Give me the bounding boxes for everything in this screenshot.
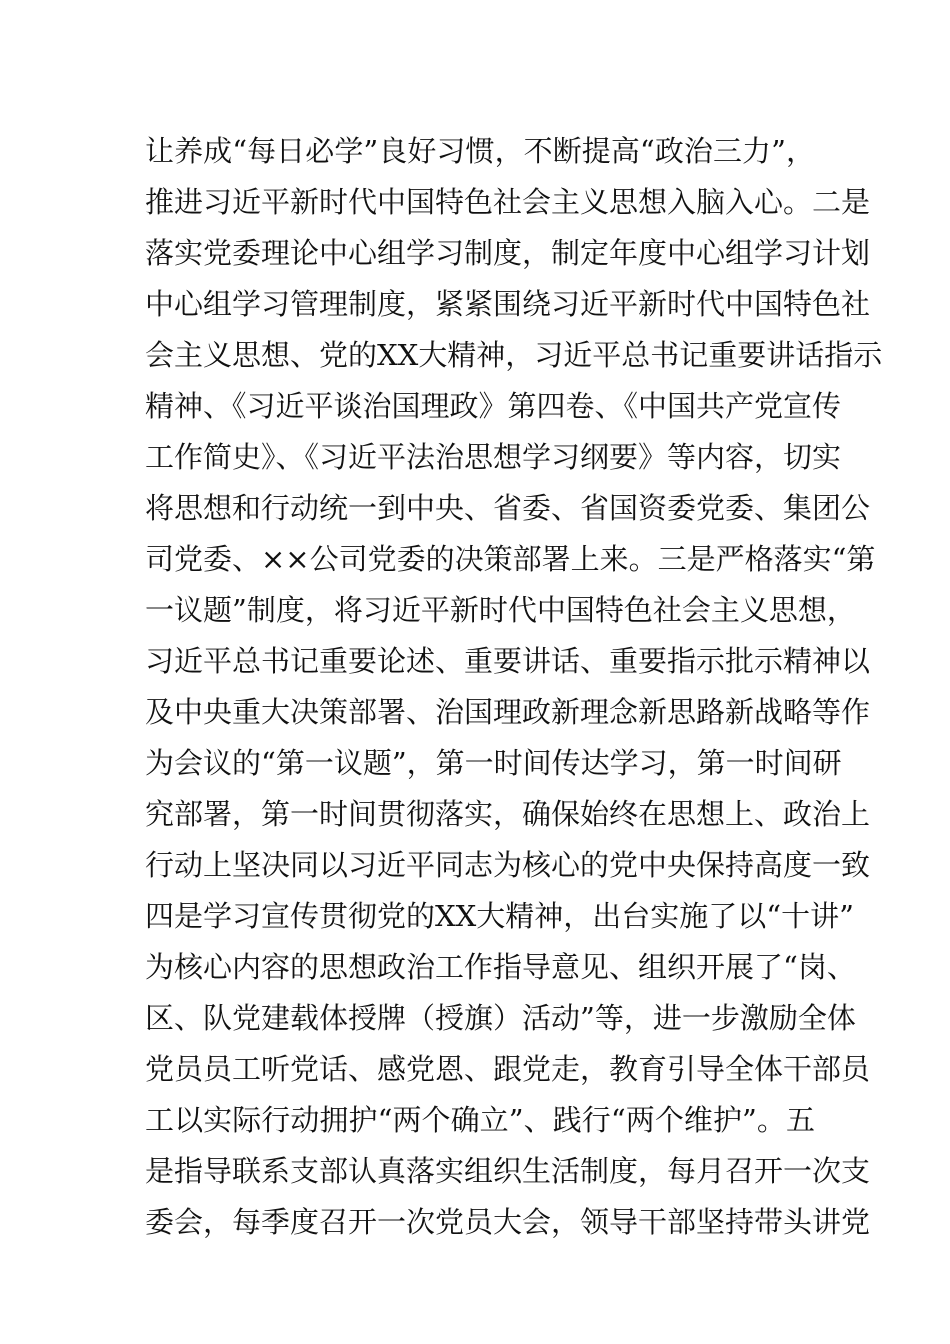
text-line: 司党委、××公司党委的决策部署上来。三是严格落实“第	[145, 542, 876, 576]
text-line: 区、队党建载体授牌（授旗）活动”等，进一步激励全体	[145, 1001, 856, 1035]
text-line: 精神、《习近平谈治国理政》第四卷、《中国共产党宣传	[145, 389, 842, 423]
text-line: 及中央重大决策部署、治国理政新理念新思路新战略等作	[145, 695, 871, 729]
text-line: 究部署，第一时间贯彻落实，确保始终在思想上、政治上	[145, 797, 871, 831]
text-line: 一议题”制度，将习近平新时代中国特色社会主义思想，	[145, 593, 856, 627]
body-text	[145, 126, 883, 1248]
text-line: 让养成“每日必学”良好习惯，不断提高“政治三力”，	[145, 134, 815, 168]
text-line: 推进习近平新时代中国特色社会主义思想入脑入心。二是	[145, 185, 871, 219]
text-line: 是指导联系支部认真落实组织生活制度，每月召开一次支	[145, 1154, 871, 1188]
text-line: 为核心内容的思想政治工作指导意见、组织开展了“岗、	[145, 950, 856, 984]
text-line: 习近平总书记重要论述、重要讲话、重要指示批示精神以	[145, 644, 871, 678]
text-line: 工以实际行动拥护“两个确立”、践行“两个维护”。五	[145, 1103, 815, 1137]
text-line: 会主义思想、党的XX大精神，习近平总书记重要讲话指示	[145, 338, 883, 372]
text-line: 委会，每季度召开一次党员大会，领导干部坚持带头讲党	[145, 1205, 871, 1239]
text-line: 党员员工听党话、感党恩、跟党走，教育引导全体干部员	[145, 1052, 871, 1086]
text-line: 将思想和行动统一到中央、省委、省国资委党委、集团公	[145, 491, 871, 525]
text-line: 落实党委理论中心组学习制度，制定年度中心组学习计划	[145, 236, 871, 270]
text-line: 工作简史》、《习近平法治思想学习纲要》等内容，切实	[145, 440, 842, 474]
text-line: 四是学习宣传贯彻党的XX大精神，出台实施了以“十讲”	[145, 899, 854, 933]
text-line: 行动上坚决同以习近平同志为核心的党中央保持高度一致	[145, 848, 871, 882]
text-line: 中心组学习管理制度，紧紧围绕习近平新时代中国特色社	[145, 287, 871, 321]
text-line: 为会议的“第一议题”，第一时间传达学习，第一时间研	[145, 746, 842, 780]
